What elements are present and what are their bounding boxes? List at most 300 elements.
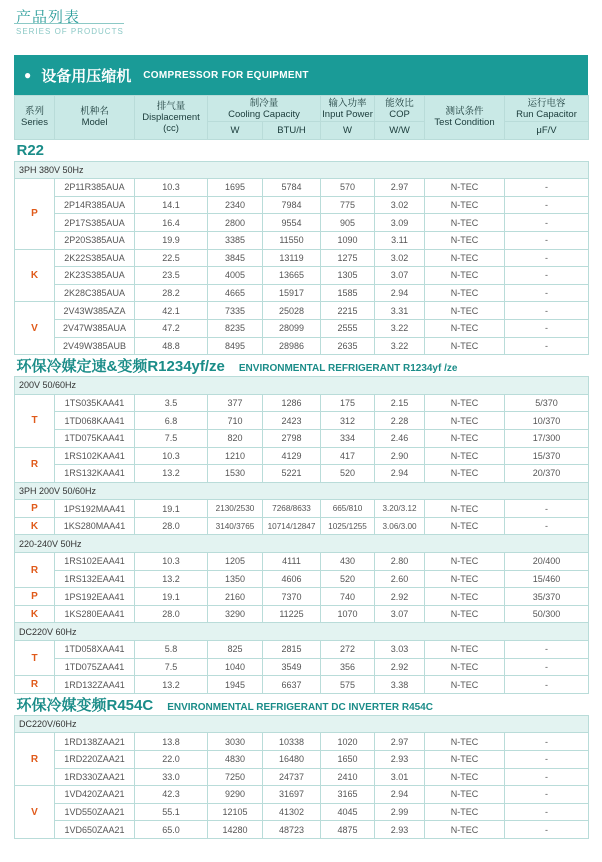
test-condition-cell: N-TEC (425, 319, 505, 337)
series-cell: P (15, 179, 55, 249)
run-capacitor-cell: - (505, 676, 589, 694)
group-label: 220-240V 50Hz (15, 535, 589, 553)
displacement-cell: 19.1 (135, 588, 208, 606)
model-cell: 1RS102EAA41 (55, 553, 135, 571)
displacement-cell: 10.3 (135, 553, 208, 571)
input-power-cell: 175 (321, 394, 375, 412)
model-cell: 1RS102KAA41 (55, 447, 135, 465)
displacement-cell: 3.5 (135, 394, 208, 412)
title-divider (14, 23, 124, 24)
table-row (15, 337, 589, 355)
model-cell: 1KS280EAA41 (55, 605, 135, 623)
table-row (15, 733, 589, 751)
input-power-cell: 312 (321, 412, 375, 430)
table-row (15, 465, 589, 483)
cop-cell: 3.02 (375, 196, 425, 214)
displacement-cell: 16.4 (135, 214, 208, 232)
model-cell: 1VD650ZAA21 (55, 821, 135, 839)
displacement-cell: 10.3 (135, 179, 208, 197)
cop-cell: 2.99 (375, 803, 425, 821)
table-row (15, 249, 589, 267)
cooling-btuh-cell: 10338 (263, 733, 321, 751)
input-power-cell: 356 (321, 658, 375, 676)
cop-cell: 2.93 (375, 821, 425, 839)
cooling-w-cell: 3290 (208, 605, 263, 623)
model-cell: 2V47W385AUA (55, 319, 135, 337)
cop-cell: 2.97 (375, 733, 425, 751)
model-cell: 1RD132ZAA41 (55, 676, 135, 694)
run-capacitor-cell: 5/370 (505, 394, 589, 412)
cop-cell: 2.60 (375, 570, 425, 588)
displacement-cell: 22.5 (135, 249, 208, 267)
cooling-btuh-cell: 31697 (263, 786, 321, 804)
cooling-w-cell: 8495 (208, 337, 263, 355)
model-cell: 1RD138ZAA21 (55, 733, 135, 751)
cooling-w-cell: 3140/3765 (208, 517, 263, 535)
col-model: 机种名 Model (55, 96, 135, 140)
table-row (15, 821, 589, 839)
table-row (15, 751, 589, 769)
test-condition-cell: N-TEC (425, 249, 505, 267)
input-power-cell: 2215 (321, 302, 375, 320)
cooling-btuh-cell: 41302 (263, 803, 321, 821)
input-power-cell: 575 (321, 676, 375, 694)
input-power-cell: 520 (321, 570, 375, 588)
test-condition-cell: N-TEC (425, 786, 505, 804)
displacement-cell: 19.1 (135, 500, 208, 518)
cop-cell: 3.22 (375, 337, 425, 355)
unit-power-w: W (321, 122, 375, 140)
cooling-btuh-cell: 13119 (263, 249, 321, 267)
displacement-cell: 28.0 (135, 517, 208, 535)
run-capacitor-cell: - (505, 249, 589, 267)
group-row (15, 161, 589, 179)
unit-w: W (208, 122, 263, 140)
cooling-w-cell: 820 (208, 429, 263, 447)
series-cell: P (15, 588, 55, 606)
model-cell: 1VD420ZAA21 (55, 786, 135, 804)
group-label: 3PH 380V 50Hz (15, 161, 589, 179)
input-power-cell: 1650 (321, 751, 375, 769)
cooling-w-cell: 7335 (208, 302, 263, 320)
table-row (15, 319, 589, 337)
run-capacitor-cell: - (505, 786, 589, 804)
cooling-btuh-cell: 15917 (263, 284, 321, 302)
page-subtitle: SERIES OF PRODUCTS (16, 27, 124, 36)
cooling-btuh-cell: 7984 (263, 196, 321, 214)
table-body (15, 139, 589, 838)
cop-cell: 3.01 (375, 768, 425, 786)
cooling-btuh-cell: 3549 (263, 658, 321, 676)
run-capacitor-cell: - (505, 319, 589, 337)
section-title-row (15, 693, 589, 715)
cop-cell: 2.90 (375, 447, 425, 465)
table-row (15, 179, 589, 197)
test-condition-cell: N-TEC (425, 676, 505, 694)
model-cell: 2K28C385AUA (55, 284, 135, 302)
input-power-cell: 520 (321, 465, 375, 483)
series-cell: V (15, 302, 55, 355)
col-capacitor: 运行电容 Run Capacitor (505, 96, 589, 122)
run-capacitor-cell: 50/300 (505, 605, 589, 623)
input-power-cell: 1305 (321, 267, 375, 285)
displacement-cell: 22.0 (135, 751, 208, 769)
input-power-cell: 4875 (321, 821, 375, 839)
table-row (15, 500, 589, 518)
table-row (15, 284, 589, 302)
input-power-cell: 905 (321, 214, 375, 232)
table-row (15, 412, 589, 430)
cop-cell: 3.07 (375, 605, 425, 623)
displacement-cell: 6.8 (135, 412, 208, 430)
test-condition-cell: N-TEC (425, 605, 505, 623)
test-condition-cell: N-TEC (425, 179, 505, 197)
displacement-cell: 23.5 (135, 267, 208, 285)
test-condition-cell: N-TEC (425, 267, 505, 285)
cooling-w-cell: 4665 (208, 284, 263, 302)
run-capacitor-cell: - (505, 196, 589, 214)
run-capacitor-cell: 35/370 (505, 588, 589, 606)
model-cell: 1TD068KAA41 (55, 412, 135, 430)
cop-cell: 3.20/3.12 (375, 500, 425, 518)
cooling-w-cell: 710 (208, 412, 263, 430)
input-power-cell: 1025/1255 (321, 517, 375, 535)
cooling-btuh-cell: 10714/12847 (263, 517, 321, 535)
cooling-w-cell: 12105 (208, 803, 263, 821)
model-cell: 1PS192EAA41 (55, 588, 135, 606)
cooling-w-cell: 2800 (208, 214, 263, 232)
input-power-cell: 1090 (321, 231, 375, 249)
test-condition-cell: N-TEC (425, 658, 505, 676)
run-capacitor-cell: - (505, 803, 589, 821)
col-cop: 能效比 COP (375, 96, 425, 122)
model-cell: 2P11R385AUA (55, 179, 135, 197)
cooling-btuh-cell: 28986 (263, 337, 321, 355)
table-row (15, 658, 589, 676)
section-subtitle: ENVIRONMENTAL REFRIGERANT R1234yf /ze (238, 363, 458, 375)
series-cell: V (15, 786, 55, 839)
series-cell: P (15, 500, 55, 518)
unit-btuh: BTU/H (263, 122, 321, 140)
section-title-main: 环保冷媒变频R454C (16, 696, 154, 714)
model-cell: 1PS192MAA41 (55, 500, 135, 518)
run-capacitor-cell: 15/370 (505, 447, 589, 465)
cop-cell: 2.28 (375, 412, 425, 430)
displacement-cell: 55.1 (135, 803, 208, 821)
cooling-btuh-cell: 11225 (263, 605, 321, 623)
cooling-btuh-cell: 16480 (263, 751, 321, 769)
cop-cell: 3.06/3.00 (375, 517, 425, 535)
table-row (15, 786, 589, 804)
table-row (15, 302, 589, 320)
input-power-cell: 334 (321, 429, 375, 447)
test-condition-cell: N-TEC (425, 821, 505, 839)
test-condition-cell: N-TEC (425, 412, 505, 430)
cooling-btuh-cell: 11550 (263, 231, 321, 249)
run-capacitor-cell: - (505, 302, 589, 320)
test-condition-cell: N-TEC (425, 447, 505, 465)
group-row (15, 377, 589, 395)
displacement-cell: 14.1 (135, 196, 208, 214)
cooling-btuh-cell: 2423 (263, 412, 321, 430)
model-cell: 1TD058XAA41 (55, 641, 135, 659)
model-cell: 1RD330ZAA21 (55, 768, 135, 786)
displacement-cell: 47.2 (135, 319, 208, 337)
model-cell: 2K22S385AUA (55, 249, 135, 267)
series-cell: R (15, 447, 55, 482)
run-capacitor-cell: - (505, 214, 589, 232)
cop-cell: 3.11 (375, 231, 425, 249)
cooling-w-cell: 1210 (208, 447, 263, 465)
input-power-cell: 417 (321, 447, 375, 465)
cooling-w-cell: 14280 (208, 821, 263, 839)
cop-cell: 3.03 (375, 641, 425, 659)
test-condition-cell: N-TEC (425, 803, 505, 821)
displacement-cell: 65.0 (135, 821, 208, 839)
input-power-cell: 740 (321, 588, 375, 606)
test-condition-cell: N-TEC (425, 768, 505, 786)
run-capacitor-cell: - (505, 179, 589, 197)
run-capacitor-cell: - (505, 751, 589, 769)
input-power-cell: 2410 (321, 768, 375, 786)
cooling-w-cell: 1350 (208, 570, 263, 588)
input-power-cell: 3165 (321, 786, 375, 804)
model-cell: 1TD075ZAA41 (55, 658, 135, 676)
cooling-btuh-cell: 4111 (263, 553, 321, 571)
cop-cell: 2.93 (375, 751, 425, 769)
test-condition-cell: N-TEC (425, 588, 505, 606)
input-power-cell: 430 (321, 553, 375, 571)
input-power-cell: 4045 (321, 803, 375, 821)
input-power-cell: 1275 (321, 249, 375, 267)
page-title: 产品列表 (16, 9, 81, 26)
displacement-cell: 10.3 (135, 447, 208, 465)
model-cell: 1RS132KAA41 (55, 465, 135, 483)
input-power-cell: 2555 (321, 319, 375, 337)
input-power-cell: 775 (321, 196, 375, 214)
cooling-btuh-cell: 6637 (263, 676, 321, 694)
input-power-cell: 1585 (321, 284, 375, 302)
model-cell: 1TS035KAA41 (55, 394, 135, 412)
series-cell: R (15, 553, 55, 588)
table-row (15, 553, 589, 571)
compressor-table (14, 95, 589, 839)
cop-cell: 3.31 (375, 302, 425, 320)
displacement-cell: 13.2 (135, 570, 208, 588)
table-row (15, 214, 589, 232)
category-banner (14, 55, 588, 95)
cooling-w-cell: 9290 (208, 786, 263, 804)
cop-cell: 2.92 (375, 588, 425, 606)
cooling-w-cell: 8235 (208, 319, 263, 337)
cop-cell: 3.07 (375, 267, 425, 285)
group-label: DC220V 60Hz (15, 623, 589, 641)
col-series: 系列 Series (15, 96, 55, 140)
col-test: 测试条件 Test Condition (425, 96, 505, 140)
table-row (15, 803, 589, 821)
table-row (15, 676, 589, 694)
displacement-cell: 42.1 (135, 302, 208, 320)
cooling-btuh-cell: 5784 (263, 179, 321, 197)
cooling-w-cell: 2130/2530 (208, 500, 263, 518)
group-label: DC220V/60Hz (15, 715, 589, 733)
series-cell: T (15, 394, 55, 447)
cop-cell: 2.94 (375, 284, 425, 302)
banner-title-en: COMPRESSOR FOR EQUIPMENT (143, 69, 309, 81)
cop-cell: 2.80 (375, 553, 425, 571)
run-capacitor-cell: 17/300 (505, 429, 589, 447)
test-condition-cell: N-TEC (425, 733, 505, 751)
cooling-btuh-cell: 7268/8633 (263, 500, 321, 518)
run-capacitor-cell: - (505, 337, 589, 355)
input-power-cell: 665/810 (321, 500, 375, 518)
banner-title-zh: 设备用压缩机 (41, 67, 132, 85)
run-capacitor-cell: - (505, 733, 589, 751)
test-condition-cell: N-TEC (425, 284, 505, 302)
group-row (15, 623, 589, 641)
table-row (15, 447, 589, 465)
table-row (15, 429, 589, 447)
cooling-btuh-cell: 7370 (263, 588, 321, 606)
run-capacitor-cell: - (505, 500, 589, 518)
cooling-w-cell: 1040 (208, 658, 263, 676)
table-row (15, 196, 589, 214)
test-condition-cell: N-TEC (425, 214, 505, 232)
displacement-cell: 13.8 (135, 733, 208, 751)
cooling-w-cell: 3030 (208, 733, 263, 751)
run-capacitor-cell: - (505, 267, 589, 285)
displacement-cell: 5.8 (135, 641, 208, 659)
test-condition-cell: N-TEC (425, 302, 505, 320)
run-capacitor-cell: - (505, 768, 589, 786)
unit-uf: μF/V (505, 122, 589, 140)
cooling-w-cell: 3385 (208, 231, 263, 249)
test-condition-cell: N-TEC (425, 394, 505, 412)
bullet-icon: ● (24, 68, 32, 82)
section-title-row (15, 139, 589, 161)
test-condition-cell: N-TEC (425, 570, 505, 588)
cooling-btuh-cell: 1286 (263, 394, 321, 412)
input-power-cell: 272 (321, 641, 375, 659)
cooling-btuh-cell: 24737 (263, 768, 321, 786)
input-power-cell: 2635 (321, 337, 375, 355)
cooling-btuh-cell: 2798 (263, 429, 321, 447)
run-capacitor-cell: - (505, 641, 589, 659)
model-cell: 2V49W385AUB (55, 337, 135, 355)
displacement-cell: 28.0 (135, 605, 208, 623)
model-cell: 1VD550ZAA21 (55, 803, 135, 821)
series-cell: R (15, 733, 55, 786)
cooling-btuh-cell: 2815 (263, 641, 321, 659)
input-power-cell: 1020 (321, 733, 375, 751)
group-row (15, 715, 589, 733)
test-condition-cell: N-TEC (425, 196, 505, 214)
col-displacement: 排气量 Displacement (cc) (135, 96, 208, 140)
test-condition-cell: N-TEC (425, 500, 505, 518)
model-cell: 2V43W385AZA (55, 302, 135, 320)
run-capacitor-cell: 20/400 (505, 553, 589, 571)
table-row (15, 641, 589, 659)
model-cell: 2P17S385AUA (55, 214, 135, 232)
cooling-w-cell: 2340 (208, 196, 263, 214)
displacement-cell: 48.8 (135, 337, 208, 355)
cooling-w-cell: 1205 (208, 553, 263, 571)
cooling-w-cell: 825 (208, 641, 263, 659)
test-condition-cell: N-TEC (425, 517, 505, 535)
cooling-btuh-cell: 4606 (263, 570, 321, 588)
cooling-w-cell: 7250 (208, 768, 263, 786)
table-row (15, 768, 589, 786)
series-cell: K (15, 249, 55, 302)
table-row (15, 605, 589, 623)
cooling-btuh-cell: 9554 (263, 214, 321, 232)
cooling-w-cell: 1530 (208, 465, 263, 483)
displacement-cell: 7.5 (135, 658, 208, 676)
cop-cell: 2.97 (375, 179, 425, 197)
test-condition-cell: N-TEC (425, 641, 505, 659)
cooling-btuh-cell: 5221 (263, 465, 321, 483)
section-title (15, 355, 589, 377)
cop-cell: 2.92 (375, 658, 425, 676)
table-row (15, 394, 589, 412)
cop-cell: 3.38 (375, 676, 425, 694)
displacement-cell: 7.5 (135, 429, 208, 447)
cooling-btuh-cell: 4129 (263, 447, 321, 465)
displacement-cell: 28.2 (135, 284, 208, 302)
input-power-cell: 570 (321, 179, 375, 197)
section-title-main: R22 (16, 141, 45, 159)
run-capacitor-cell: - (505, 284, 589, 302)
cooling-w-cell: 4005 (208, 267, 263, 285)
cooling-btuh-cell: 25028 (263, 302, 321, 320)
table-row (15, 517, 589, 535)
section-title-row (15, 355, 589, 377)
cooling-w-cell: 1695 (208, 179, 263, 197)
cooling-w-cell: 4830 (208, 751, 263, 769)
run-capacitor-cell: 15/460 (505, 570, 589, 588)
input-power-cell: 1070 (321, 605, 375, 623)
run-capacitor-cell: - (505, 517, 589, 535)
displacement-cell: 19.9 (135, 231, 208, 249)
cop-cell: 2.94 (375, 465, 425, 483)
series-cell: K (15, 605, 55, 623)
test-condition-cell: N-TEC (425, 231, 505, 249)
run-capacitor-cell: - (505, 231, 589, 249)
series-cell: R (15, 676, 55, 694)
section-subtitle: ENVIRONMENTAL REFRIGERANT DC INVERTER R454C (167, 701, 433, 713)
cooling-w-cell: 1945 (208, 676, 263, 694)
test-condition-cell: N-TEC (425, 337, 505, 355)
test-condition-cell: N-TEC (425, 553, 505, 571)
section-title (15, 139, 589, 161)
test-condition-cell: N-TEC (425, 429, 505, 447)
section-title (15, 693, 589, 715)
run-capacitor-cell: 20/370 (505, 465, 589, 483)
run-capacitor-cell: - (505, 658, 589, 676)
cop-cell: 2.15 (375, 394, 425, 412)
test-condition-cell: N-TEC (425, 465, 505, 483)
table-row (15, 267, 589, 285)
series-cell: T (15, 641, 55, 676)
model-cell: 2K23S385AUA (55, 267, 135, 285)
group-label: 3PH 200V 50/60Hz (15, 482, 589, 500)
table-row (15, 588, 589, 606)
cop-cell: 3.09 (375, 214, 425, 232)
table-header (15, 96, 589, 140)
series-cell: K (15, 517, 55, 535)
cooling-w-cell: 3845 (208, 249, 263, 267)
displacement-cell: 42.3 (135, 786, 208, 804)
